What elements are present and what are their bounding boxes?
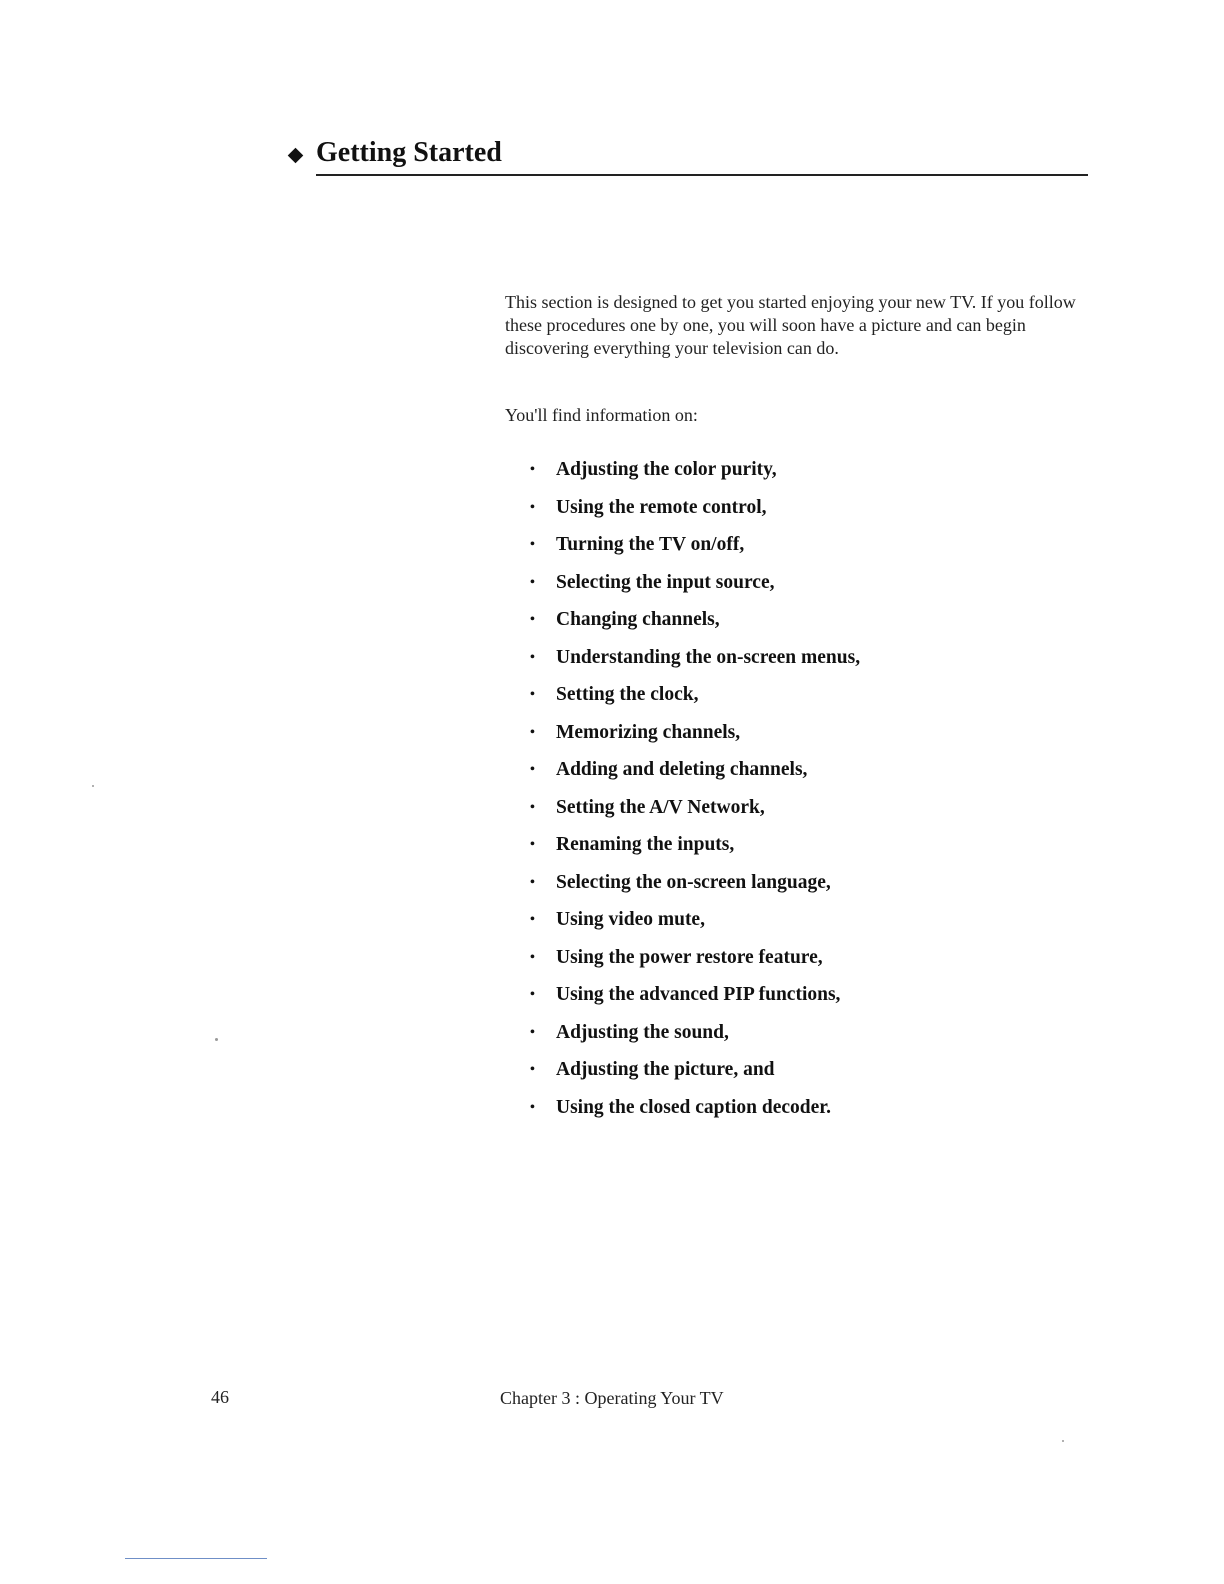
heading-underline	[316, 174, 1088, 176]
bullet-icon: •	[530, 649, 535, 665]
topic-list	[530, 456, 860, 1131]
list-item-text: Using the closed caption decoder.	[556, 1096, 831, 1118]
scan-speck	[1062, 1440, 1064, 1442]
diamond-bullet-icon	[288, 148, 304, 164]
list-item-text: Understanding the on-screen menus,	[556, 646, 861, 668]
list-item-text: Turning the TV on/off,	[556, 534, 745, 555]
bullet-icon: •	[530, 799, 535, 815]
list-item-text: Using the advanced PIP functions,	[556, 984, 841, 1005]
list-item-text: Using the remote control,	[556, 496, 767, 518]
list-item	[530, 494, 860, 532]
list-item	[530, 1094, 860, 1132]
scan-speck	[215, 1038, 218, 1041]
list-item-text: Renaming the inputs,	[556, 834, 735, 855]
list-item-text: Adjusting the color purity,	[556, 459, 777, 480]
list-item-text: Memorizing channels,	[556, 721, 741, 743]
bullet-icon: •	[530, 1062, 535, 1077]
bullet-icon: •	[530, 612, 535, 627]
list-item	[530, 981, 860, 1019]
bullet-icon: •	[530, 762, 535, 777]
list-item	[530, 756, 860, 794]
bullet-icon: •	[530, 687, 535, 702]
list-item	[530, 719, 860, 757]
list-item-text: Using the power restore feature,	[556, 946, 823, 968]
list-item	[530, 569, 860, 607]
list-item	[530, 1056, 860, 1094]
list-item	[530, 644, 860, 682]
list-item-text: Adjusting the picture, and	[556, 1059, 775, 1080]
list-item	[530, 456, 860, 494]
list-item	[530, 794, 860, 832]
bullet-icon: •	[530, 912, 535, 927]
scan-speck	[92, 785, 94, 787]
list-item-text: Changing channels,	[556, 609, 720, 630]
page-title: Getting Started	[316, 137, 502, 168]
bullet-icon: •	[530, 987, 535, 1002]
list-item-text: Setting the clock,	[556, 684, 699, 705]
bullet-icon: •	[530, 462, 535, 477]
lead-in-text: You'll find information on:	[505, 405, 698, 425]
page-number: 46	[211, 1387, 229, 1407]
bullet-icon: •	[530, 1099, 535, 1115]
list-item	[530, 1019, 860, 1057]
list-item	[530, 831, 860, 869]
footer-chapter-title: Chapter 3 : Operating Your TV	[500, 1388, 724, 1408]
list-item-text: Adjusting the sound,	[556, 1021, 729, 1043]
list-item-text: Selecting the input source,	[556, 571, 775, 593]
bullet-icon: •	[530, 724, 535, 740]
bullet-icon: •	[530, 949, 535, 965]
list-item	[530, 531, 860, 569]
intro-paragraph: This section is designed to get you started enjoying your new TV. If you follow these procedures one by one, you will soon have a picture and can begin discovering everything your television can do.	[505, 292, 1076, 358]
bullet-icon: •	[530, 499, 535, 515]
list-item	[530, 681, 860, 719]
list-item-text: Adding and deleting channels,	[556, 759, 808, 780]
list-item-text: Setting the A/V Network,	[556, 796, 765, 818]
list-item	[530, 606, 860, 644]
bullet-icon: •	[530, 1024, 535, 1040]
list-item	[530, 906, 860, 944]
list-item	[530, 944, 860, 982]
list-item	[530, 869, 860, 907]
bottom-edge-line	[125, 1558, 267, 1559]
bullet-icon: •	[530, 837, 535, 852]
bullet-icon: •	[530, 574, 535, 590]
list-item-text: Selecting the on-screen language,	[556, 871, 831, 893]
bullet-icon: •	[530, 874, 535, 890]
bullet-icon: •	[530, 537, 535, 552]
list-item-text: Using video mute,	[556, 909, 705, 930]
